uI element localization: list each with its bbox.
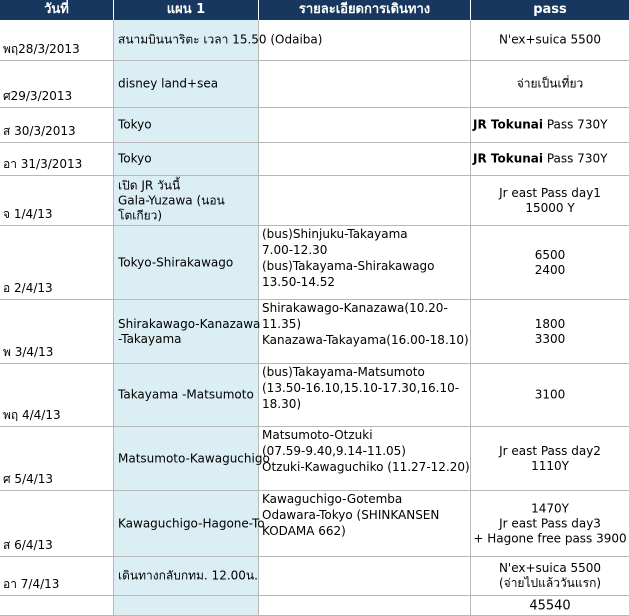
detail-line: 18.30): [262, 397, 302, 411]
plan-cell[interactable]: [114, 427, 270, 490]
pass-line: N'ex+suica 5500: [498, 32, 602, 47]
pass-cell[interactable]: [471, 491, 629, 556]
pass-text: [471, 388, 629, 403]
pass-line: 3100: [534, 387, 566, 402]
pass-price: Pass 730Y: [543, 117, 608, 132]
pass-line: 3300: [534, 331, 566, 346]
table-row: [0, 557, 629, 596]
date-text: ส 6/4/13: [3, 538, 53, 552]
date-text: อา 7/4/13: [3, 577, 60, 591]
plan-cell[interactable]: [114, 491, 265, 556]
pass-text: [471, 152, 629, 167]
plan-text: [118, 32, 323, 48]
table-row: [0, 427, 629, 491]
pass-price: Pass 730Y: [543, 151, 608, 166]
pass-text: [471, 444, 629, 474]
date-cell[interactable]: [0, 108, 114, 142]
pass-line: N'ex+suica 5500: [498, 561, 602, 575]
pass-cell[interactable]: [471, 143, 629, 175]
pass-line: 1800: [534, 316, 566, 331]
detail-cell[interactable]: [259, 427, 471, 490]
plan-text: [118, 77, 256, 92]
plan-line: Tokyo: [118, 117, 152, 132]
detail-cell[interactable]: [259, 364, 471, 426]
pass-cell[interactable]: [471, 364, 629, 426]
plan-text: [118, 451, 270, 466]
table-row: [0, 226, 629, 300]
table-row: [0, 176, 629, 226]
date-text: ศ 5/4/13: [3, 472, 54, 486]
plan-line: Takayama -Matsumoto: [118, 387, 254, 402]
pass-name-bold: JR Tokunai: [473, 117, 543, 132]
table-row: [0, 364, 629, 427]
date-cell[interactable]: [0, 557, 114, 595]
detail-line: (13.50-16.10,15.10-17.30,16.10-: [262, 381, 460, 395]
detail-line: (bus)Takayama-Shirakawago: [262, 259, 435, 273]
pass-text: [471, 186, 629, 216]
empty-cell[interactable]: [114, 596, 259, 615]
plan-text: [118, 388, 256, 403]
detail-cell[interactable]: [259, 108, 471, 142]
date-cell[interactable]: [0, 300, 114, 363]
plan-line: Shirakawago-Kanazawa: [118, 316, 261, 331]
date-cell[interactable]: [0, 364, 114, 426]
detail-line: Kanazawa-Takayama(16.00-18.10): [262, 333, 469, 347]
date-text: อา 31/3/2013: [3, 157, 83, 171]
detail-cell[interactable]: [259, 176, 471, 225]
pass-cell[interactable]: [471, 557, 629, 595]
plan-text: [118, 178, 256, 223]
date-text: จ 1/4/13: [3, 207, 53, 221]
plan-text: [118, 316, 261, 347]
date-cell[interactable]: [0, 61, 114, 107]
pass-cell[interactable]: [471, 20, 629, 60]
plan-line: Gala-Yuzawa (นอน: [118, 193, 225, 207]
detail-cell[interactable]: [259, 226, 471, 299]
pass-text: [471, 33, 629, 48]
pass-text: [471, 501, 629, 546]
table-row: [0, 20, 629, 61]
date-text: พฤ 4/4/13: [3, 408, 61, 422]
detail-line: Odawara-Tokyo (SHINKANSEN: [262, 508, 440, 522]
plan-cell[interactable]: [114, 557, 259, 595]
table-row: [0, 491, 629, 557]
pass-cell[interactable]: [471, 300, 629, 363]
pass-line: จ่ายเป็นเที่ยว: [516, 76, 584, 91]
column-header-pass[interactable]: pass: [471, 0, 629, 20]
plan-text: [118, 569, 256, 584]
plan-line: Tokyo-Shirakawago: [118, 255, 234, 269]
plan-text: [118, 255, 256, 270]
pass-text: [471, 248, 629, 278]
detail-line: Otzuki-Kawaguchiko (11.27-12.20): [262, 460, 470, 474]
column-header-date[interactable]: วันที่: [0, 0, 114, 20]
table-row: [0, 300, 629, 364]
date-cell[interactable]: [0, 427, 114, 490]
detail-cell[interactable]: [259, 61, 471, 107]
pass-line: 2400: [534, 262, 566, 277]
date-cell[interactable]: [0, 491, 114, 556]
date-text: อ 2/4/13: [3, 281, 53, 295]
detail-line: (bus)Takayama-Matsumoto: [262, 365, 425, 379]
date-text: พ 3/4/13: [3, 345, 54, 359]
pass-line: 6500: [534, 247, 566, 262]
plan-cell[interactable]: [114, 226, 259, 299]
plan-line: disney land+sea: [118, 76, 219, 91]
pass-line: 1470Y: [531, 501, 569, 515]
detail-line: (bus)Shinjuku-Takayama: [262, 227, 408, 241]
pass-line: Jr east Pass day2: [499, 443, 601, 458]
detail-line: 7.00-12.30: [262, 243, 328, 257]
pass-line: (จ่ายไปแล้ววันแรก): [498, 576, 602, 590]
detail-text: [262, 427, 468, 475]
plan-cell[interactable]: [114, 108, 259, 142]
plan-line: เดินทางกลับกทม. 12.00น.: [118, 568, 258, 583]
pass-cell[interactable]: [471, 176, 629, 225]
plan-text: [118, 152, 256, 167]
plan-line: โตเกียว): [118, 208, 163, 222]
total-value: 45540: [529, 598, 571, 613]
detail-line: 13.50-14.52: [262, 275, 336, 289]
detail-cell[interactable]: [259, 143, 471, 175]
detail-line: Shirakawago-Kanazawa(10.20-: [262, 301, 448, 315]
pass-cell[interactable]: [471, 226, 629, 299]
plan-line: Matsumoto-Kawaguchigo: [118, 451, 270, 465]
plan-cell[interactable]: [114, 20, 323, 60]
date-text: ศ29/3/2013: [3, 89, 73, 103]
table-row: [0, 108, 629, 143]
empty-cell[interactable]: [259, 596, 471, 615]
date-cell[interactable]: [0, 226, 114, 299]
date-cell[interactable]: [0, 20, 114, 60]
date-cell[interactable]: [0, 176, 114, 225]
pass-line: Jr east Pass day3: [499, 516, 601, 530]
pass-text: [471, 561, 629, 591]
detail-cell[interactable]: [259, 20, 471, 60]
detail-cell[interactable]: [259, 557, 471, 595]
detail-line: KODAMA 662): [262, 524, 346, 538]
column-header-detail[interactable]: รายละเอียดการเดินทาง: [259, 0, 471, 20]
plan-cell[interactable]: [114, 176, 259, 225]
plan-line: Tokyo: [118, 151, 152, 166]
pass-cell[interactable]: [471, 61, 629, 107]
detail-line: Kawaguchigo-Gotemba: [262, 492, 403, 506]
pass-line: 1110Y: [531, 458, 569, 473]
date-cell[interactable]: [0, 143, 114, 175]
plan-text: [118, 118, 256, 133]
empty-cell[interactable]: [0, 596, 114, 615]
plan-line: สนามบินนาริตะ เวลา 15.50 (Odaiba): [118, 32, 323, 47]
detail-cell[interactable]: [259, 300, 471, 363]
detail-line: 11.35): [262, 317, 302, 331]
table-row: [0, 143, 629, 176]
pass-text: [471, 317, 629, 347]
pass-line: + Hagone free pass 3900: [473, 531, 627, 545]
pass-cell[interactable]: [471, 427, 629, 490]
plan-cell[interactable]: [114, 61, 259, 107]
detail-text: [262, 364, 468, 412]
pass-text: [471, 118, 629, 133]
date-text: พฤ28/3/2013: [3, 42, 80, 56]
detail-line: (07.59-9.40,9.14-11.05): [262, 444, 406, 458]
pass-line: 15000 Y: [525, 200, 575, 215]
detail-line: Matsumoto-Otzuki: [262, 428, 373, 442]
table-row: [0, 61, 629, 108]
pass-text: [471, 77, 629, 92]
detail-text: [262, 491, 468, 539]
plan-text: [118, 516, 265, 531]
column-header-plan[interactable]: แผน 1: [114, 0, 259, 20]
pass-name-bold: JR Tokunai: [473, 151, 543, 166]
detail-cell[interactable]: [259, 491, 471, 556]
plan-cell[interactable]: [114, 143, 259, 175]
pass-cell[interactable]: [471, 108, 629, 142]
pass-line: Jr east Pass day1: [499, 185, 601, 200]
date-text: ส 30/3/2013: [3, 124, 76, 138]
plan-cell[interactable]: [114, 300, 259, 363]
plan-cell[interactable]: [114, 364, 259, 426]
detail-text: [262, 226, 468, 290]
detail-text: [262, 300, 468, 348]
plan-line: Kawaguchigo-Hagone-To: [118, 516, 265, 530]
total-row: [0, 596, 629, 616]
total-cell[interactable]: [471, 596, 629, 615]
plan-line: -Takayama: [118, 331, 182, 346]
plan-line: เปิด JR วันนี้: [118, 178, 181, 192]
